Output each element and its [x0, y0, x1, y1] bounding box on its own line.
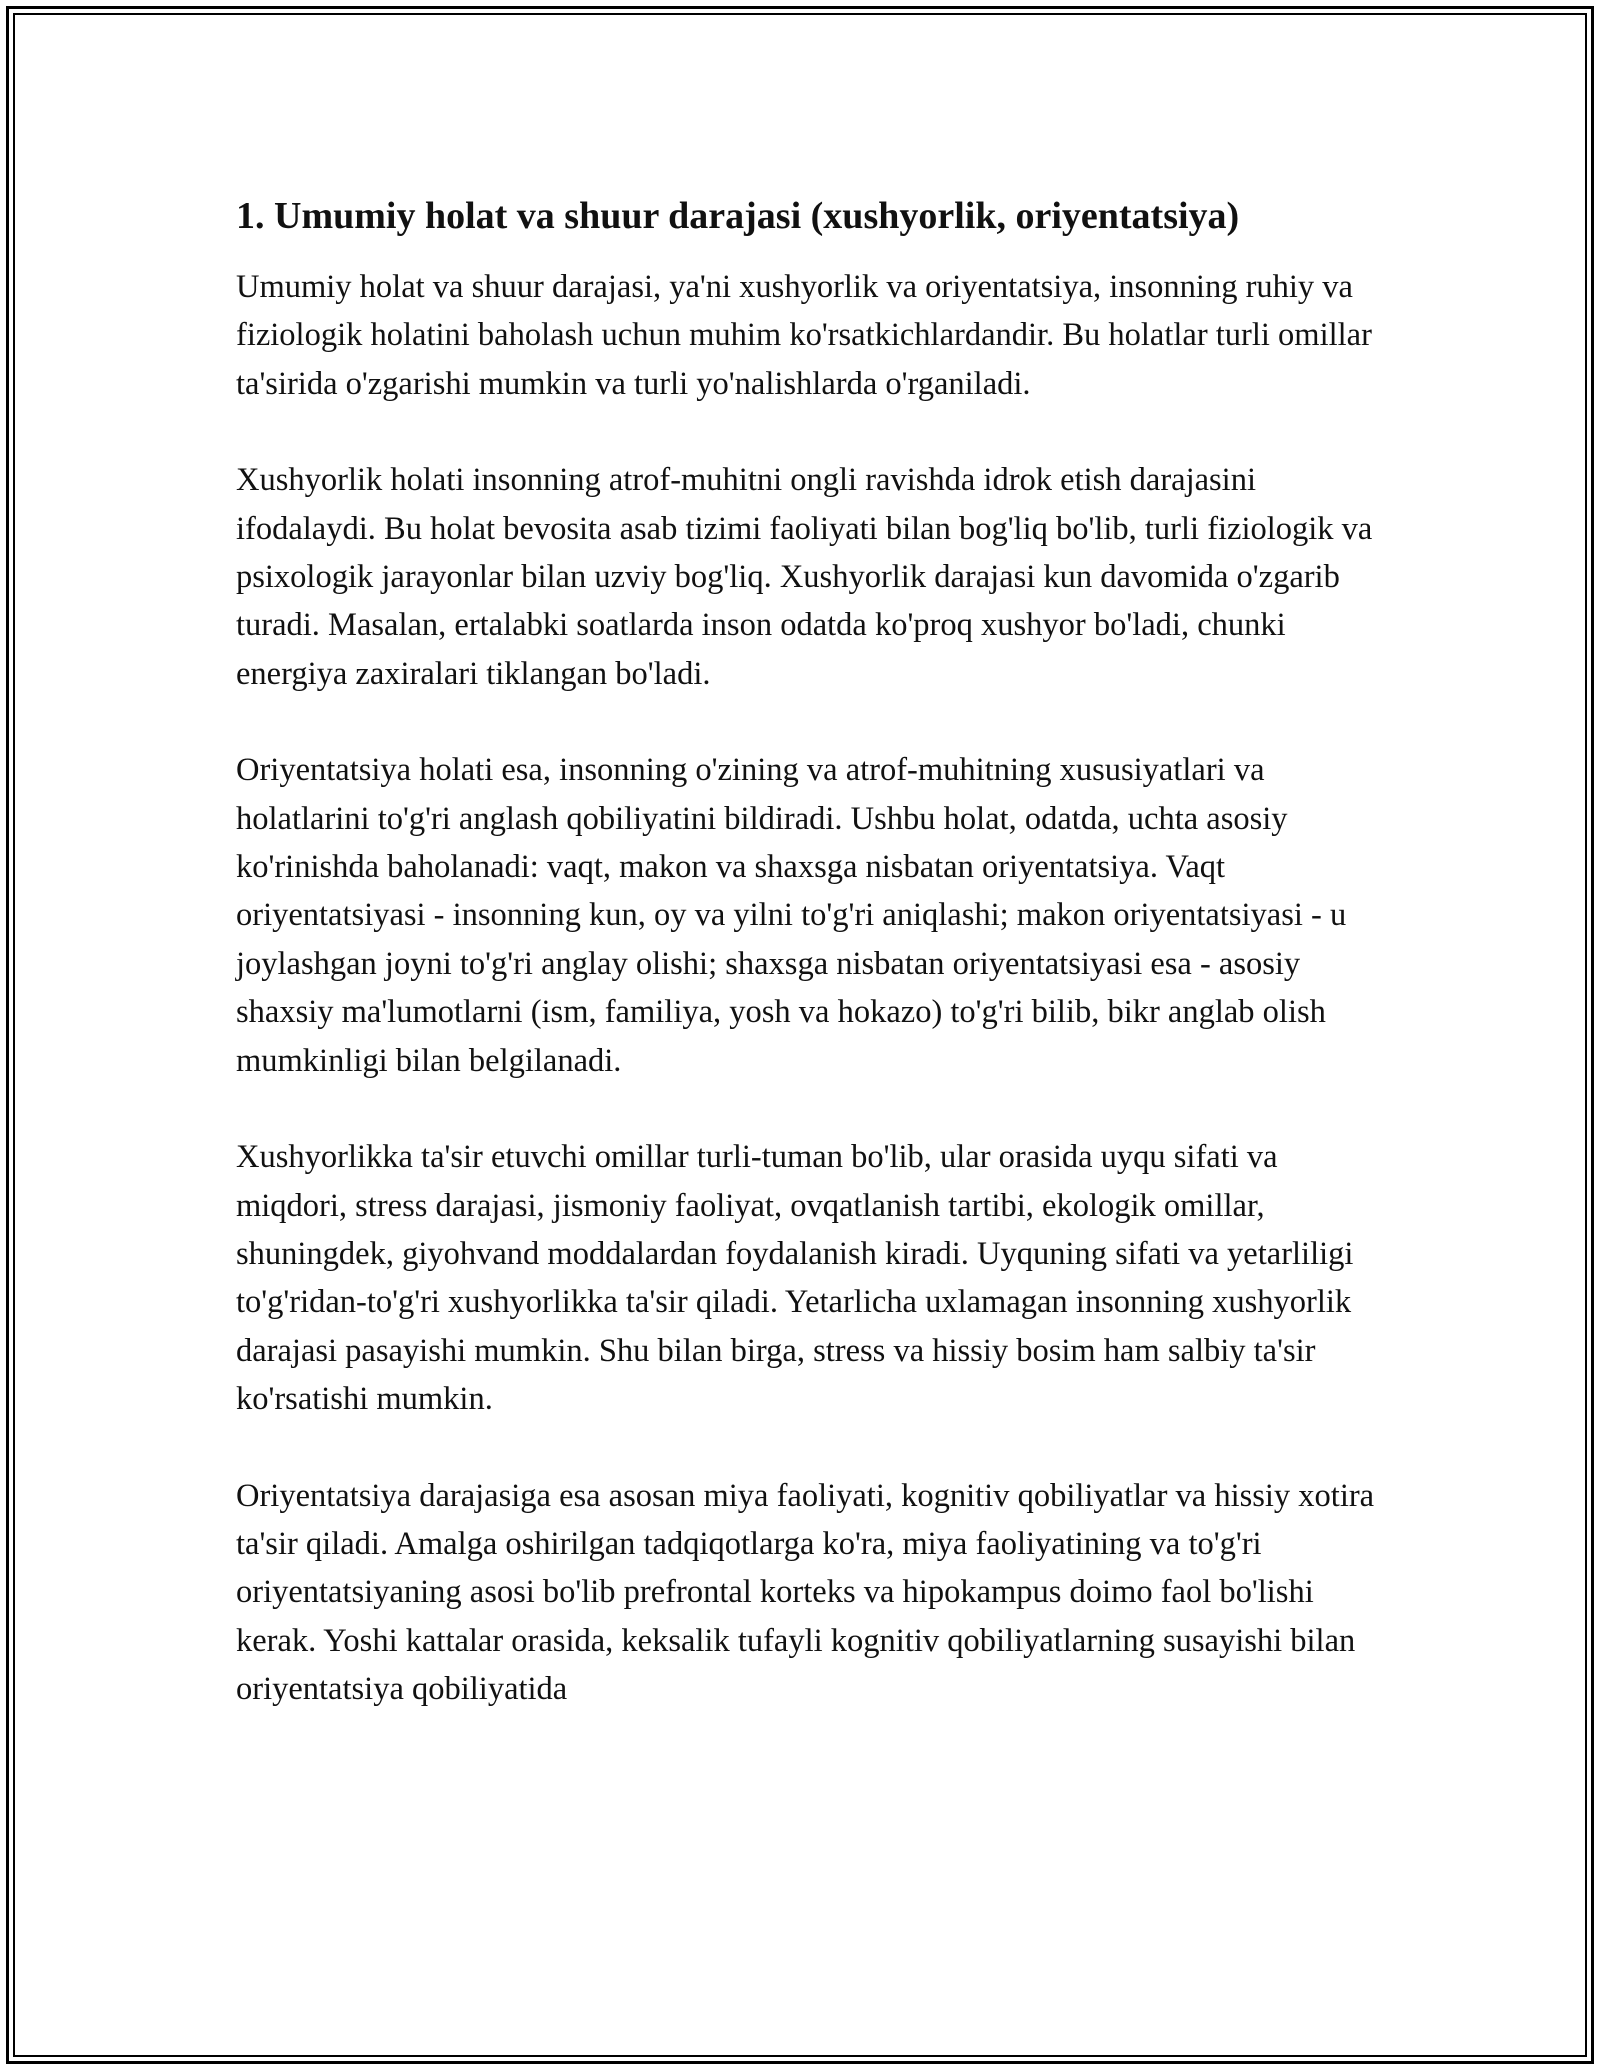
paragraph-alertness-factors: Xushyorlikka ta'sir etuvchi omillar turli-tuman bo'lib, ular orasida uyqu sifati va miqdori, stress darajasi, jismoniy faoliyat, ovqatlanish tartibi, ekologik omillar, shuningdek, giyohvand moddalardan foydalanish kiradi. Uyquning sifati va yetarliligi to'g'ridan-to'g'ri xushyorlikka ta'sir qiladi. Yetarlicha uxlamagan insonning xushyorlik darajasi pasayishi mumkin. Shu bilan birga, stress va hissiy bosim ham salbiy ta'sir ko'rsatishi mumkin. — [236, 1139, 1354, 1418]
section-heading: 1. Umumiy holat va shuur darajasi (xushyorlik, oriyentatsiya) — [236, 195, 1240, 237]
document-body — [236, 188, 1386, 1762]
paragraph-alertness: Xushyorlik holati insonning atrof-muhitni ongli ravishda idrok etish darajasini ifodalaydi. Bu holat bevosita asab tizimi faoliyati bilan bog'liq bo'lib, turli fiziologik va psixologik jarayonlar bilan uzviy bog'liq. Xushyorlik darajasi kun davomida o'zgarib turadi. Masalan, ertalabki soatlarda inson odatda ko'proq xushyor bo'ladi, chunki energiya zaxiralari tiklangan bo'ladi. — [236, 462, 1373, 692]
paragraph-orientation: Oriyentatsiya holati esa, insonning o'zining va atrof-muhitning xususiyatlari va holatlarini to'g'ri anglash qobiliyatini bildiradi. Ushbu holat, odatda, uchta asosiy ko'rinishda baholanadi: vaqt, makon va shaxsga nisbatan oriyentatsiya. Vaqt oriyentatsiyasi - insonning kun, oy va yilni to'g'ri aniqlashi; makon oriyentatsiyasi - u joylashgan joyni to'g'ri anglay olishi; shaxsga nisbatan oriyentatsiyasi esa - asosiy shaxsiy ma'lumotlarni (ism, familiya, yosh va hokazo) to'g'ri bilib, bikr anglab olish mumkinligi bilan belgilanadi. — [236, 752, 1347, 1079]
paragraph-overview: Umumiy holat va shuur darajasi, ya'ni xushyorlik va oriyentatsiya, insonning ruhiy va fiziologik holatini baholash uchun muhim ko'rsatkichlardandir. Bu holatlar turli omillar ta'sirida o'zgarishi mumkin va turli yo'nalishlarda o'rganiladi. — [236, 269, 1372, 402]
paragraph-orientation-factors: Oriyentatsiya darajasiga esa asosan miya faoliyati, kognitiv qobiliyatlar va hissiy xotira ta'sir qiladi. Amalga oshirilgan tadqiqotlarga ko'ra, miya faoliyatining va to'g'ri oriyentatsiyaning asosi bo'lib prefrontal korteks va hipokampus doimo faol bo'lishi kerak. Yoshi kattalar orasida, keksalik tufayli kognitiv qobiliyatlarning susayishi bilan oriyentatsiya qobiliyatida — [236, 1477, 1375, 1708]
